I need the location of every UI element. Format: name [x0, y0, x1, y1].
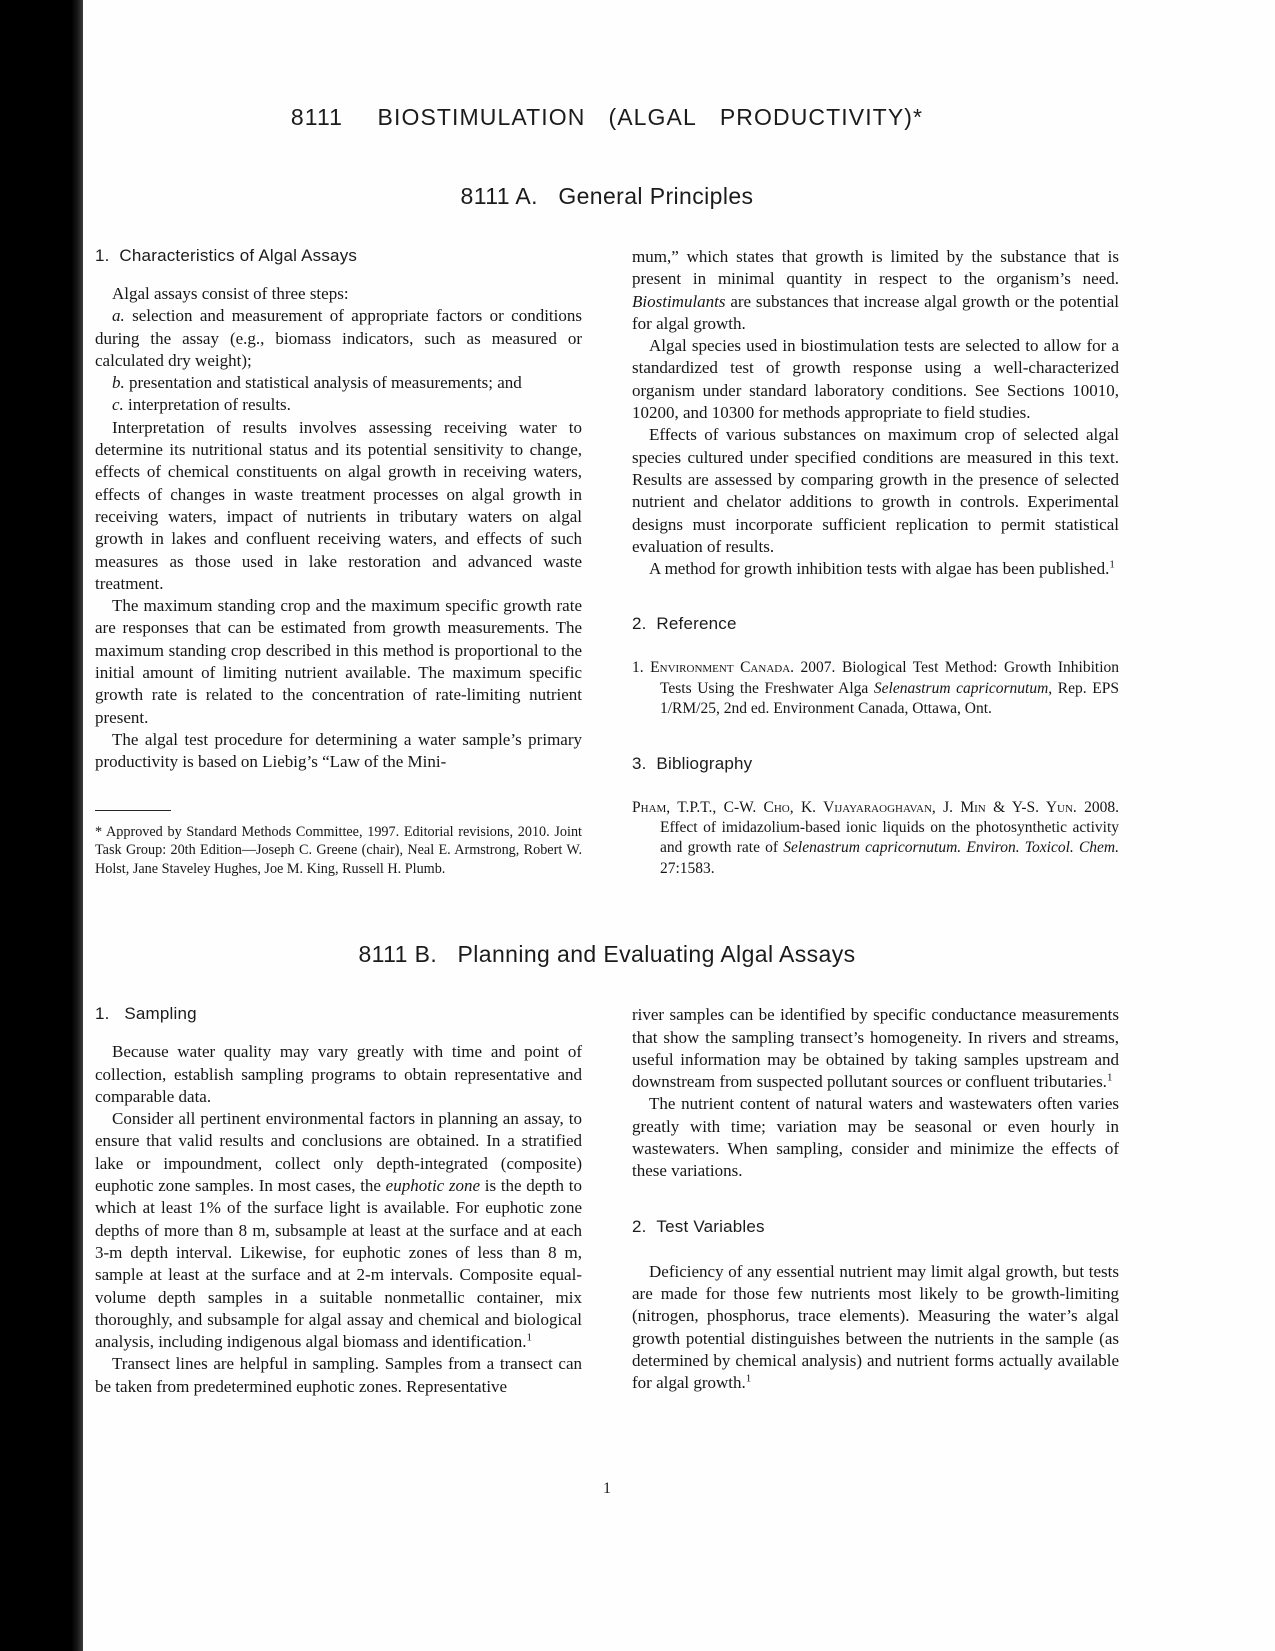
section-a-heading: 8111 A. General Principles — [460, 183, 754, 209]
text-segment: euphotic zone — [385, 1176, 481, 1196]
text-segment: interpretation of results. — [123, 395, 291, 415]
paragraph — [632, 246, 1119, 335]
section-b-right-body-top — [632, 1004, 1119, 1182]
section-b-left-body — [95, 1041, 582, 1398]
paragraph — [632, 558, 1119, 580]
text-segment: The nutrient content of natural waters and wastewaters often varies greatly with time; variation may be seasonal or even hourly in wastewaters. When sampling, consider and minimize the effects of these variations. — [632, 1094, 1119, 1181]
text-segment: is the depth to which at least 1% of the surface light is available. For euphotic zone depths of more than 8 m, subsample at least at the surface and at each 3-m depth interval. Likewise, for euphotic zones of less than 8 m, sample at least at the surface and at 2-m intervals. Composite equal-volume depth samples in a suitable nonmetallic container, mix thoroughly, and subsample for algal assay and chemical and biological analysis, including indigenous algal biomass and identification. — [95, 1176, 582, 1352]
paragraph — [632, 658, 1119, 719]
section-a-left-body — [95, 283, 582, 774]
document-title: 8111 BIOSTIMULATION (ALGAL PRODUCTIVITY)* — [290, 104, 924, 130]
text-segment: 1. — [632, 659, 651, 677]
subheading-sampling: 1. Sampling — [95, 1004, 197, 1024]
section-a-right-body — [632, 246, 1119, 580]
paragraph — [95, 372, 582, 394]
paragraph — [95, 729, 582, 774]
text-segment: presentation and statistical analysis of measurements; and — [124, 373, 522, 393]
text-segment: Because water quality may vary greatly with time and point of collection, establish sampling programs to obtain representative and comparable data. — [95, 1042, 582, 1106]
paragraph — [632, 798, 1119, 880]
text-segment: Selenastrum capricornutum, — [873, 679, 1053, 697]
text-segment: . 2007. Biological Test Method: Growth Inhibition Tests Using the Freshwater Alga — [660, 659, 1119, 697]
paragraph — [632, 1261, 1119, 1395]
paragraph — [632, 1004, 1119, 1093]
section-b-left-column — [95, 1004, 582, 1398]
text-segment: A method for growth inhibition tests with algae has been published. — [649, 559, 1110, 579]
section-a-right-column — [632, 246, 1119, 879]
text-segment: Effects of various substances on maximum crop of selected algal species cultured under specified conditions are measured in this text. Results are assessed by comparing growth in the presence of selected nutrient and chelator additions to growth in controls. Experimental designs must incorporate sufficient replication to permit statistical evaluation of results. — [632, 425, 1119, 556]
text-segment: river samples can be identified by specific conductance measurements that show the sampling transect’s homogeneity. In rivers and streams, useful information may be obtained by taking samples upstream and downstream from suspected pollutant sources or confluent tributaries. — [632, 1005, 1119, 1092]
subheading-characteristics: 1. Characteristics of Algal Assays — [95, 246, 358, 265]
paragraph — [95, 305, 582, 372]
text-segment: The algal test procedure for determining a water sample’s primary productivity is based on Liebig’s “Law of the Mini- — [95, 729, 582, 772]
paragraph — [95, 417, 582, 595]
text-segment: Biostimulants — [632, 291, 726, 311]
section-b-columns — [95, 1004, 1119, 1398]
subheading-reference: 2. Reference — [632, 614, 737, 634]
text-segment: Rep. EPS 1/RM/25, 2nd ed. Environment Canada, Ottawa, Ont. — [660, 679, 1119, 718]
section-b — [95, 941, 1119, 1398]
text-segment: mum,” which states that growth is limited by the substance that is present in minimal quantity in respect to the organism’s need. — [632, 247, 1119, 289]
text-segment: 2008. Effect of imidazolium-based ionic liquids on the photosynthetic activity and growth rate of — [660, 798, 1119, 857]
footnote-block — [95, 810, 582, 879]
text-segment: 27:1583. — [660, 859, 715, 877]
text-segment: Transect lines are helpful in sampling. Samples from a transect can be taken from predetermined euphotic zones. Representative — [95, 1354, 582, 1396]
bibliography-list — [632, 798, 1119, 880]
page-number: 1 — [603, 1480, 611, 1497]
footnote-ref: 1 — [745, 1372, 752, 1385]
paragraph — [632, 335, 1119, 424]
footnote-ref: 1 — [526, 1331, 533, 1344]
text-segment: a. — [112, 306, 125, 326]
reference-list — [632, 658, 1119, 719]
subheading-test-variables: 2. Test Variables — [632, 1216, 765, 1236]
paragraph — [632, 424, 1119, 558]
text-segment: are substances that increase algal growth or the potential for algal growth. — [632, 291, 1119, 333]
paragraph — [632, 1093, 1119, 1182]
paragraph — [95, 1108, 582, 1353]
text-segment: Deficiency of any essential nutrient may limit algal growth, but tests are made for those few nutrients most likely to be growth-limiting (nitrogen, phosphorus, trace elements). Measuring the water’s algal growth potential distinguishes between the nutrients in the sample (as determined by chemical analysis) and nutrient forms actually available for algal growth. — [632, 1261, 1119, 1393]
paragraph — [95, 394, 582, 416]
footnote-text — [95, 823, 582, 879]
text-segment: b. — [112, 373, 125, 393]
section-b-heading: 8111 B. Planning and Evaluating Algal Assays — [358, 941, 856, 968]
paragraph — [95, 595, 582, 729]
text-segment: The maximum standing crop and the maximum specific growth rate are responses that can be estimated from growth measurements. The maximum standing crop described in this method is proportional to the initial amount of limiting nutrient available. The maximum specific growth rate is related to the concentration of rate-limiting nutrient present. — [95, 596, 582, 727]
paragraph — [95, 823, 582, 879]
text-segment: Pham, T.P.T., C-W. Cho, K. Vijayaraoghavan, J. Min & Y-S. Yun. — [632, 798, 1077, 816]
footnote-ref: 1 — [1106, 1071, 1113, 1084]
text-segment: Consider all pertinent environmental factors in planning an assay, to ensure that valid results and conclusions are obtained. In a stratified lake or impoundment, collect only depth-integrated (composite) euphotic zone samples. In most cases, the — [95, 1109, 582, 1196]
paragraph — [95, 1041, 582, 1108]
scan-edge-artifact — [0, 0, 83, 1651]
paragraph — [95, 1353, 582, 1398]
text-segment: Interpretation of results involves assessing receiving water to determine its nutritional status and its potential sensitivity to change, effects of chemical constituents on algal growth in receiving waters, effects of changes in waste treatment processes on algal growth in receiving waters, impact of nutrients in tributary waters on algal growth in lakes and confluent receiving waters, and effects of such measures as those used in lake restoration and advanced waste treatment. — [95, 417, 582, 593]
text-segment: Algal species used in biostimulation tests are selected to allow for a standardized test of growth response using a well-characterized organism under standard laboratory conditions. See Sections 10010, 10200, and 10300 for methods appropriate to field studies. — [632, 336, 1119, 423]
section-a-columns — [95, 246, 1119, 879]
section-a — [95, 183, 1119, 879]
text-segment: Algal assays consist of three steps: — [112, 284, 349, 303]
section-b-right-body-bottom — [632, 1261, 1119, 1395]
text-segment: * Approved by Standard Methods Committee, 1997. Editorial revisions, 2010. Joint Task Group: 20th Edition—Joseph C. Greene (chair), Neal E. Armstrong, Robert W. Holst, Jane Staveley Hughes, Joe M. King, Russell H. Plumb. — [95, 823, 582, 877]
footnote-ref: 1 — [1109, 558, 1115, 571]
text-segment: Selenastrum capricornutum. Environ. Toxicol. Chem. — [783, 839, 1119, 857]
text-segment: c. — [112, 395, 124, 415]
paragraph — [95, 283, 582, 305]
page-content — [95, 0, 1119, 1398]
section-a-left-column — [95, 246, 582, 878]
text-segment: Environment Canada — [650, 659, 791, 677]
text-segment: selection and measurement of appropriate factors or conditions during the assay (e.g., biomass indicators, such as measured or calculated dry weight); — [95, 306, 582, 370]
footnote-rule — [95, 810, 171, 811]
subheading-bibliography: 3. Bibliography — [632, 753, 753, 773]
section-b-right-column — [632, 1004, 1119, 1394]
